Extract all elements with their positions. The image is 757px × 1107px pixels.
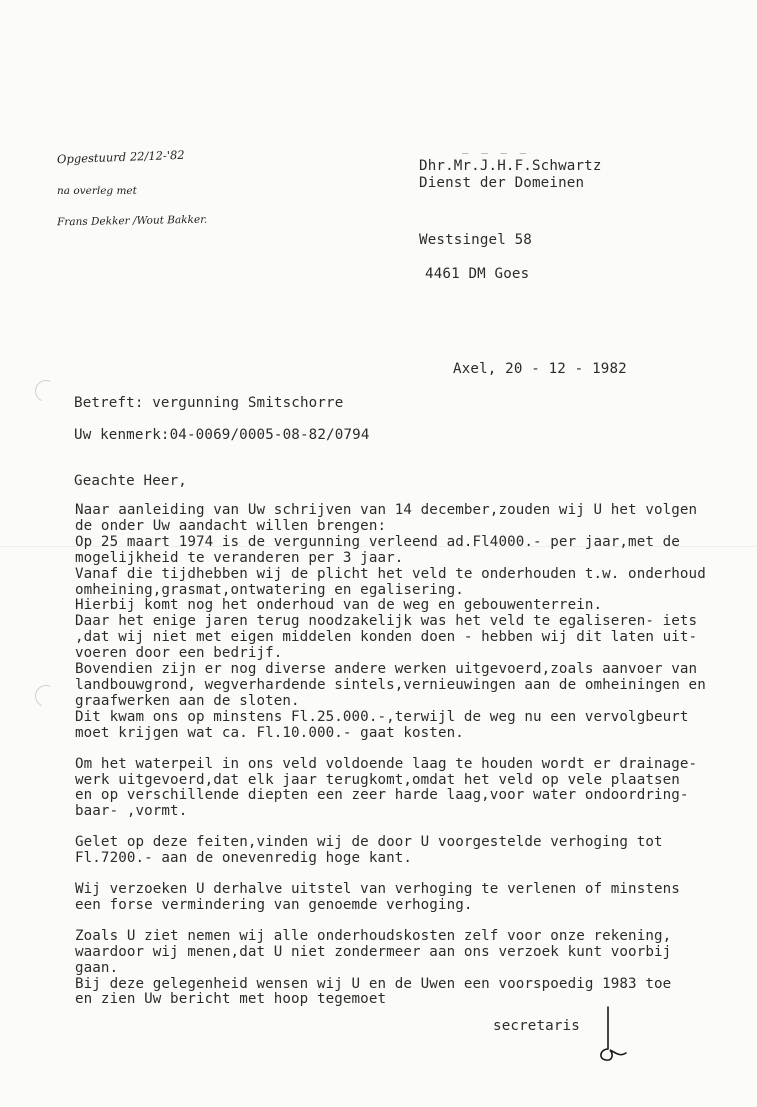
text-line: en zien Uw bericht met hoop tegemoet [75, 991, 387, 1008]
text-line: gaan. [75, 959, 119, 976]
addressee-city: 4461 DM Goes [425, 266, 530, 282]
text-line: baar- ,vormt. [75, 803, 188, 820]
letter-subject: Betreft: vergunning Smitschorre [74, 395, 344, 411]
text-line: mogelijkheid te veranderen per 3 jaar. [75, 549, 404, 566]
text-line: werk uitgevoerd,dat elk jaar terugkomt,omdat het veld op vele plaatsen [75, 771, 680, 788]
letter-body [75, 503, 757, 1008]
text-line: de onder Uw aandacht willen brengen: [75, 517, 387, 534]
text-line: Dit kwam ons op minstens Fl.25.000.-,terwijl de weg nu een vervolgbeurt [75, 708, 689, 725]
text-line: Zoals U ziet nemen wij alle onderhoudskosten zelf voor onze rekening, [75, 927, 672, 944]
text-line: Om het waterpeil in ons veld voldoende laag te houden wordt er drainage- [75, 755, 698, 772]
text-line: Bij deze gelegenheid wensen wij U en de Uwen een voorspoedig 1983 toe [75, 975, 672, 992]
text-line: Fl.7200.- aan de onevenredig hoge kant. [75, 850, 413, 867]
handwritten-line: Frans Dekker /Wout Bakker. [56, 213, 208, 229]
text-line: Gelet op deze feiten,vinden wij de door U voorgestelde verhoging tot [75, 834, 663, 851]
text-line: Wij verzoeken U derhalve uitstel van verhoging te verlenen of minstens [75, 881, 680, 898]
text-line: Bovendien zijn er nog diverse andere werken uitgevoerd,zoals aanvoer van [75, 661, 698, 678]
text-line: voeren door een bedrijf. [75, 645, 283, 662]
text-line: Op 25 maart 1974 is de vergunning verleend ad.Fl4000.- per jaar,met de [75, 533, 680, 550]
signature-mark [596, 1005, 636, 1065]
text-line: Naar aanleiding van Uw schrijven van 14 december,zouden wij U het volgen [75, 502, 698, 518]
handwritten-line: na overleg met [57, 185, 137, 197]
text-line: Vanaf die tijdhebben wij de plicht het veld te onderhouden t.w. onderhoud [75, 565, 706, 582]
paragraph [75, 882, 757, 914]
text-line: graafwerken aan de sloten. [75, 692, 300, 709]
addressee-department: Dienst der Domeinen [419, 175, 585, 191]
text-line: Hierbij komt nog het onderhoud van de weg en gebouwenterrein. [75, 597, 603, 614]
text-line: ,dat wij niet met eigen middelen konden doen - hebben wij dit laten uit- [75, 629, 698, 646]
punch-hole-mark [32, 682, 60, 710]
text-line: Daar het enige jaren terug noodzakelijk was het veld te egaliseren- iets [75, 613, 698, 630]
text-line: landbouwgrond, wegverhardende sintels,vernieuwingen aan de omheiningen en [75, 676, 706, 693]
text-line: waardoor wij menen,dat U niet zondermeer aan ons verzoek kunt voorbij [75, 943, 672, 960]
paragraph [75, 757, 757, 821]
letter-date: Axel, 20 - 12 - 1982 [453, 361, 627, 377]
text-line: moet krijgen wat ca. Fl.10.000.- gaat kosten. [75, 724, 464, 741]
paragraph [75, 929, 757, 1009]
text-line: een forse vermindering van genoemde verhoging. [75, 896, 473, 913]
closing-title: secretaris [493, 1018, 580, 1034]
paragraph [75, 835, 757, 867]
typewriter-dash-marks: _ _ _ _ [462, 141, 530, 154]
handwritten-line: Opgestuurd 22/12-'82 [56, 147, 185, 167]
addressee-name: Dhr.Mr.J.H.F.Schwartz [419, 158, 602, 174]
reference-number: Uw kenmerk:04-0069/0005-08-82/0794 [74, 427, 370, 443]
addressee-street: Westsingel 58 [419, 232, 532, 248]
salutation: Geachte Heer, [74, 473, 187, 489]
punch-hole-mark [32, 377, 60, 405]
text-line: omheining,grasmat,ontwatering en egalisering. [75, 581, 464, 598]
paragraph [75, 503, 757, 742]
text-line: en op verschillende diepten een zeer harde laag,voor water ondoordring- [75, 787, 689, 804]
